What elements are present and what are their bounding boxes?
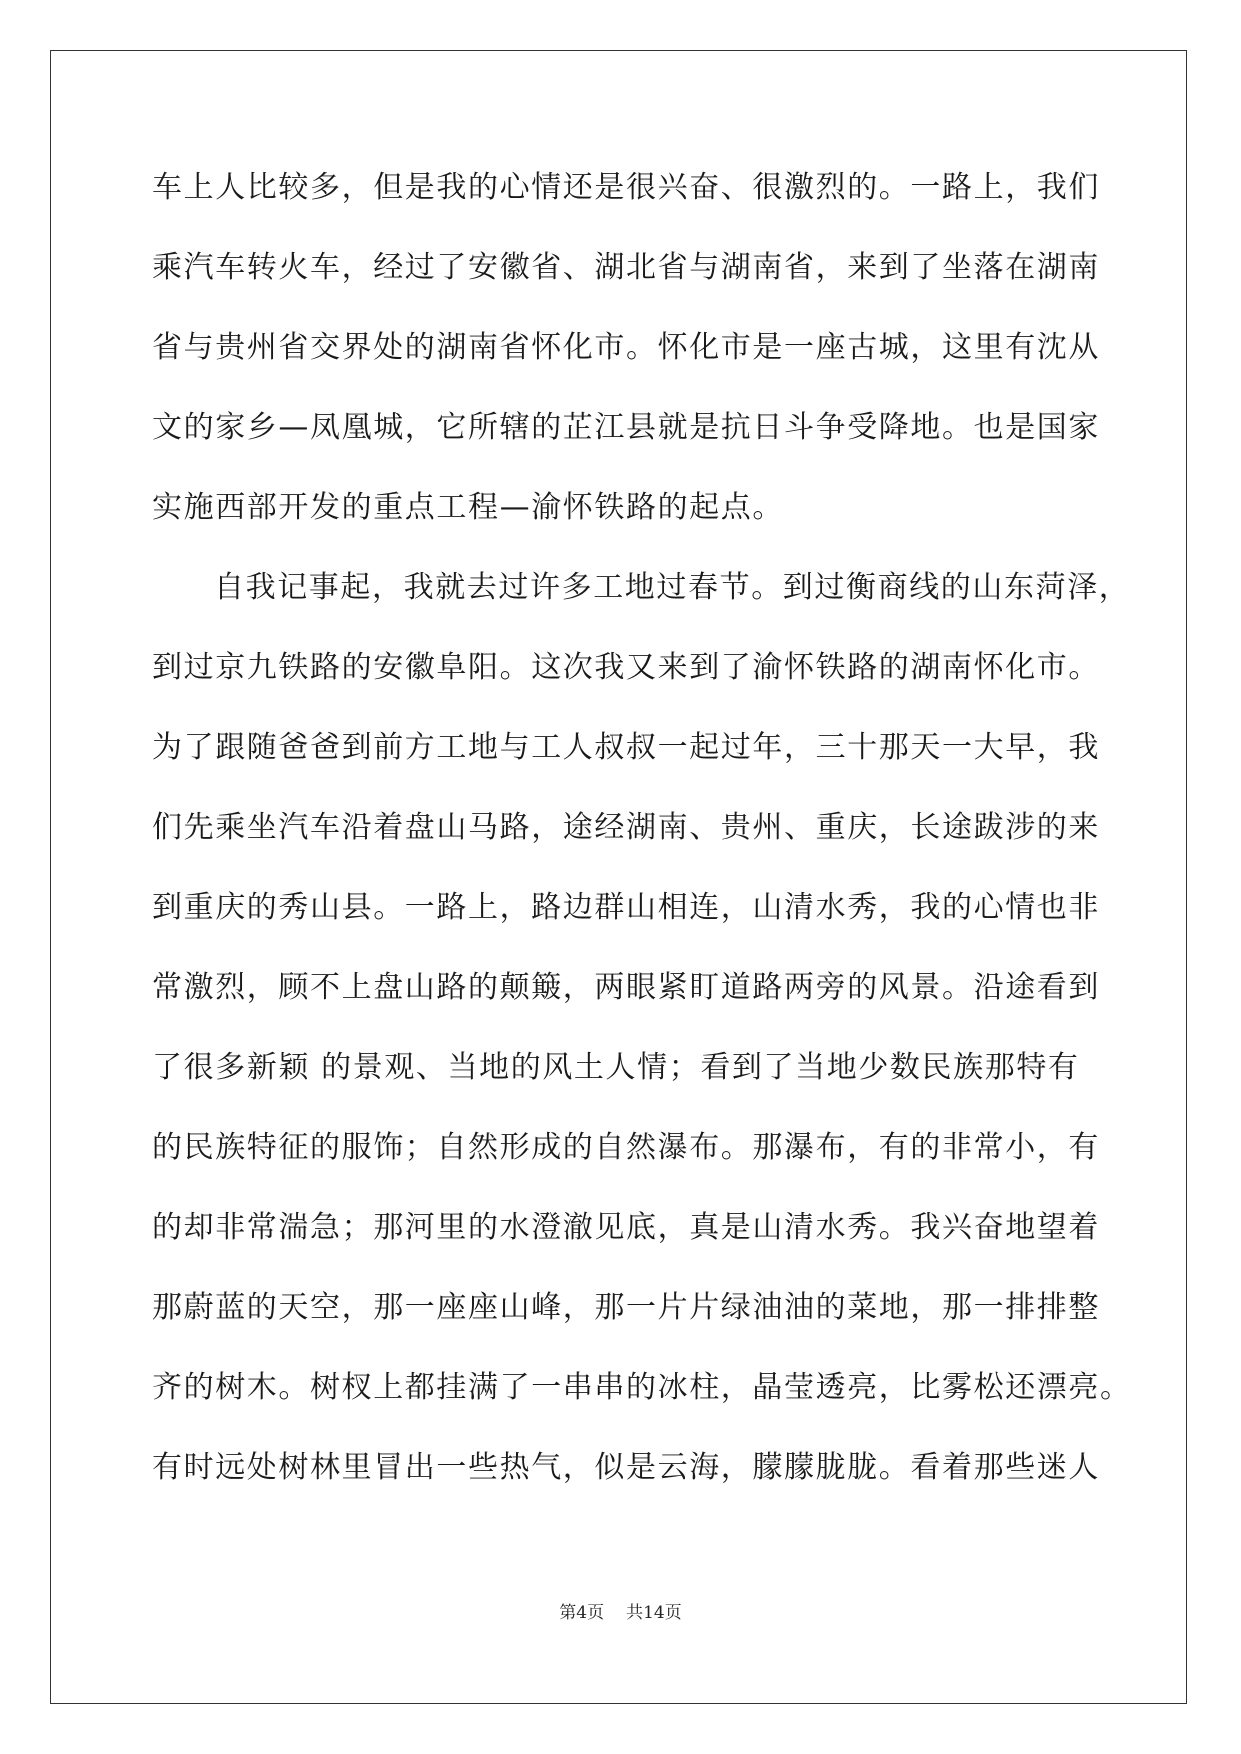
- text-line: 的却非常湍急；那河里的水澄澈见底，真是山清水秀。我兴奋地望着: [152, 1210, 1100, 1245]
- document-body: [152, 148, 1132, 1508]
- current-page-number: 第4页: [559, 1603, 605, 1623]
- text-line: 为了跟随爸爸到前方工地与工人叔叔一起过年，三十那天一大早，我: [152, 730, 1100, 765]
- text-line: 们先乘坐汽车沿着盘山马路，途经湖南、贵州、重庆，长途跋涉的来: [152, 810, 1100, 845]
- paragraph-start-line: 自我记事起，我就去过许多工地过春节。到过衡商线的山东菏泽，: [214, 570, 1131, 605]
- text-line: 文的家乡—凤凰城，它所辖的芷江县就是抗日斗争受降地。也是国家: [152, 410, 1100, 445]
- text-line: 有时远处树林里冒出一些热气，似是云海，朦朦胧胧。看着那些迷人: [152, 1450, 1100, 1485]
- text-line: 乘汽车转火车，经过了安徽省、湖北省与湖南省，来到了坐落在湖南: [152, 250, 1100, 285]
- text-line: 齐的树木。树杈上都挂满了一串串的冰柱，晶莹透亮，比雾松还漂亮。: [152, 1370, 1132, 1405]
- text-line: 到重庆的秀山县。一路上，路边群山相连，山清水秀，我的心情也非: [152, 890, 1100, 925]
- total-page-count: 共14页: [626, 1603, 682, 1623]
- text-line: 车上人比较多，但是我的心情还是很兴奋、很激烈的。一路上，我们: [152, 170, 1100, 205]
- text-line: 了很多新颖 的景观、当地的风土人情；看到了当地少数民族那特有: [152, 1050, 1080, 1085]
- text-line: 实施西部开发的重点工程—渝怀铁路的起点。: [152, 490, 784, 525]
- text-line: 常激烈，顾不上盘山路的颠簸，两眼紧盯道路两旁的风景。沿途看到: [152, 970, 1100, 1005]
- text-line: 省与贵州省交界处的湖南省怀化市。怀化市是一座古城，这里有沈从: [152, 330, 1100, 365]
- text-line: 的民族特征的服饰；自然形成的自然瀑布。那瀑布，有的非常小，有: [152, 1130, 1100, 1165]
- text-line: 那蔚蓝的天空，那一座座山峰，那一片片绿油油的菜地，那一排排整: [152, 1290, 1100, 1325]
- text-line: 到过京九铁路的安徽阜阳。这次我又来到了渝怀铁路的湖南怀化市。: [152, 650, 1100, 685]
- page-footer: [0, 1598, 1241, 1623]
